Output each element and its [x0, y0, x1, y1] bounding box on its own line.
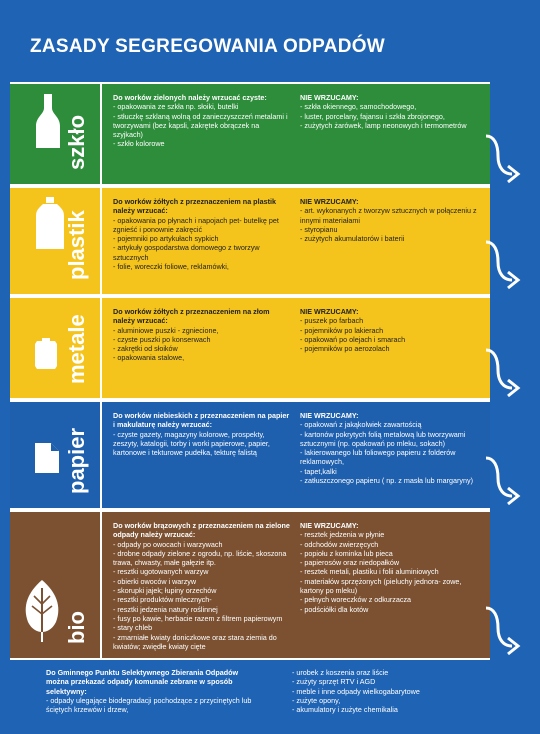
band-plastik-label: plastik [64, 210, 89, 280]
bio-no [300, 521, 478, 614]
band-szklo-side [10, 84, 102, 184]
list-item: - stłuczkę szklaną wolną od zanieczyszczeń metalami i tworzywami (bez kapsli, zakrętek obrączek na szyjkach) [113, 111, 288, 140]
plastik-yes-title: Do worków żółtych z przeznaczeniem na plastik należy wrzucać: [113, 197, 276, 216]
leaf-icon [22, 578, 62, 644]
list-item: - zużyty sprzęt RTV i AGD [292, 677, 376, 687]
metale-no [300, 307, 478, 353]
list-item: - zatłuszczonego papieru ( np. z masła lub margaryny) [300, 476, 473, 486]
plastik-yes [113, 197, 291, 271]
list-item: - materiałów sprzężonych (pieluchy jednora- zowe, kartony po mleku) [300, 576, 462, 596]
band-metale-side [10, 298, 102, 398]
list-item: - odpady ulegające biodegradacji pochodzące z przycinętych lub ściętych krzewów i drzew, [46, 695, 252, 715]
list-item: - styropianu [300, 224, 338, 234]
footer-left [46, 668, 256, 714]
list-item: - szkło kolorowe [113, 139, 165, 149]
plastic-bottle-icon [34, 196, 66, 250]
szklo-no [300, 93, 478, 130]
band-metale [10, 296, 490, 400]
band-szklo-label: szkło [64, 114, 89, 170]
papier-yes-title: Do worków niebieskich z przeznaczeniem na papier i makulaturę należy wrzucać: [113, 411, 290, 430]
list-item: - resztki produktów mlecznych- [113, 595, 212, 605]
plastik-no [300, 197, 478, 243]
list-item: - opakowania ze szkła np. słoiki, butelki [113, 102, 239, 112]
list-item: - puszek po farbach [300, 316, 364, 326]
band-plastik-side [10, 188, 102, 294]
list-item: - pojemników po aerozolach [300, 344, 390, 354]
list-item: - zakrętki od słoików [113, 344, 178, 354]
list-item: - zużyte opony, [292, 695, 341, 705]
band-bio-label: bio [64, 611, 89, 644]
list-item: - opakowania stalowe, [113, 353, 185, 363]
band-szklo [10, 82, 490, 186]
recycle-arrow-icon [484, 348, 524, 400]
recycle-arrow-icon [484, 606, 524, 658]
list-item: - czyste puszki po konserwach [113, 334, 211, 344]
list-item: - zużytych akumulatorów i baterii [300, 234, 405, 244]
list-item: - folie, woreczki foliowe, reklamówki, [113, 262, 229, 272]
plastik-no-title: NIE WRZUCAMY: [300, 197, 359, 206]
list-item: - opakowania po płynach i napojach pet- butelkę pet zgnieść i ponownie zakręcić [113, 215, 279, 234]
band-papier-label: papier [64, 427, 89, 494]
bottle-icon [34, 92, 62, 150]
list-item: - drobne odpady zielone z ogrodu, np. liście, skoszona trawa, chwasty, małe gałęzie itp. [113, 548, 287, 568]
list-item: - czyste gazety, magazyny kolorowe, prospekty, zeszyty, katalogii, torby i worki papierowe, papier, kartonowe i tekturowe pudełka, tekturę falistą [113, 429, 270, 458]
szklo-yes [113, 93, 291, 149]
list-item: - opakowań z jakąkolwiek zawartością [300, 420, 422, 430]
metale-yes-title: Do worków żółtych z przeznaczeniem na złom należy wrzucać: [113, 307, 270, 326]
band-plastik [10, 186, 490, 296]
list-item: - fusy po kawie, herbacie razem z filtrem papierowym [113, 613, 283, 623]
szklo-yes-title: Do worków zielonych należy wrzucać czyste: [113, 93, 267, 102]
list-item: - resztek jedzenia w płynie [300, 530, 385, 540]
bio-yes-title: Do worków brązowych z przeznaczeniem na zielone odpady należy wrzucać: [113, 521, 290, 540]
recycle-arrow-icon [484, 134, 524, 186]
paper-icon [34, 442, 60, 474]
band-metale-label: metale [64, 314, 89, 384]
list-item: - resztek metali, plastiku i folii aluminiowych [300, 567, 439, 577]
can-icon [34, 338, 60, 370]
list-item: - akumulatory i zużyte chemikalia [292, 705, 398, 715]
list-item: - kartonów pokrytych folią metalową lub tworzywami sztucznymi (np. opakowań po mleku, sokach) [300, 429, 466, 448]
papier-no [300, 411, 478, 485]
list-item: - pojemniki po artykułach sypkich [113, 234, 219, 244]
list-item: - pojemników po lakierach [300, 325, 384, 335]
footer-right [292, 668, 492, 714]
footer-title: Do Gminnego Punktu Selektywnego Zbierania Odpadów można przekazać odpady komunale zebrane w sposób selektywny: [46, 668, 239, 696]
list-item: - odpady po owocach i warzywach [113, 539, 223, 549]
list-item: - opakowań po olejach i smarach [300, 334, 406, 344]
list-item: - szkła okiennego, samochodowego, [300, 102, 417, 112]
list-item: - resztki ugotowanych warzyw [113, 567, 209, 577]
metale-yes [113, 307, 291, 363]
bio-yes [113, 521, 291, 651]
recycle-arrow-icon [484, 240, 524, 292]
list-item: - art. wykonanych z tworzyw sztucznych w połączeniu z innymi materiałami [300, 206, 477, 225]
list-item: - papierosów oraz niedopałków [300, 558, 400, 568]
list-item: - meble i inne odpady wielkogabarytowe [292, 686, 420, 696]
papier-no-title: NIE WRZUCAMY: [300, 411, 359, 420]
list-item: - urobek z koszenia oraz liście [292, 668, 389, 677]
list-item: - odchodów zwierzęcych [300, 539, 379, 549]
list-item: - zużytych żarówek, lamp neonowych i termometrów [300, 120, 467, 130]
list-item: - stary chleb [113, 623, 153, 633]
list-item: - zmarniałe kwiaty doniczkowe oraz stara ziemia do kwiatów; zwiędłe kwiaty cięte [113, 632, 277, 651]
list-item: - lakierowanego lub foliowego papieru z folderów reklamowych, [300, 448, 456, 467]
list-item: - artykuły gospodarstwa domowego z tworzyw sztucznych [113, 243, 260, 262]
band-papier [10, 400, 490, 510]
page-title: ZASADY SEGREGOWANIA ODPADÓW [30, 36, 386, 57]
list-item: - popiołu z kominka lub pieca [300, 548, 393, 558]
list-item: - obierki owoców i warzyw [113, 576, 197, 586]
szklo-no-title: NIE WRZUCAMY: [300, 93, 359, 102]
list-item: - resztki jedzenia natury roślinnej [113, 604, 218, 614]
list-item: - aluminiowe puszki - zgniecione, [113, 325, 219, 335]
metale-no-title: NIE WRZUCAMY: [300, 307, 359, 316]
list-item: - pełnych woreczków z odkurzacza [300, 595, 412, 605]
band-bio-side [10, 512, 102, 658]
band-papier-side [10, 402, 102, 508]
recycle-arrow-icon [484, 456, 524, 508]
papier-yes [113, 411, 291, 457]
bio-no-title: NIE WRZUCAMY: [300, 521, 359, 530]
list-item: - tapet,kalki [300, 466, 337, 476]
list-item: - podściółki dla kotów [300, 604, 369, 614]
list-item: - luster, porcelany, fajansu i szkła zbrojonego, [300, 111, 445, 121]
list-item: - skorupki jajek; łupiny orzechów [113, 586, 217, 596]
band-bio [10, 510, 490, 660]
